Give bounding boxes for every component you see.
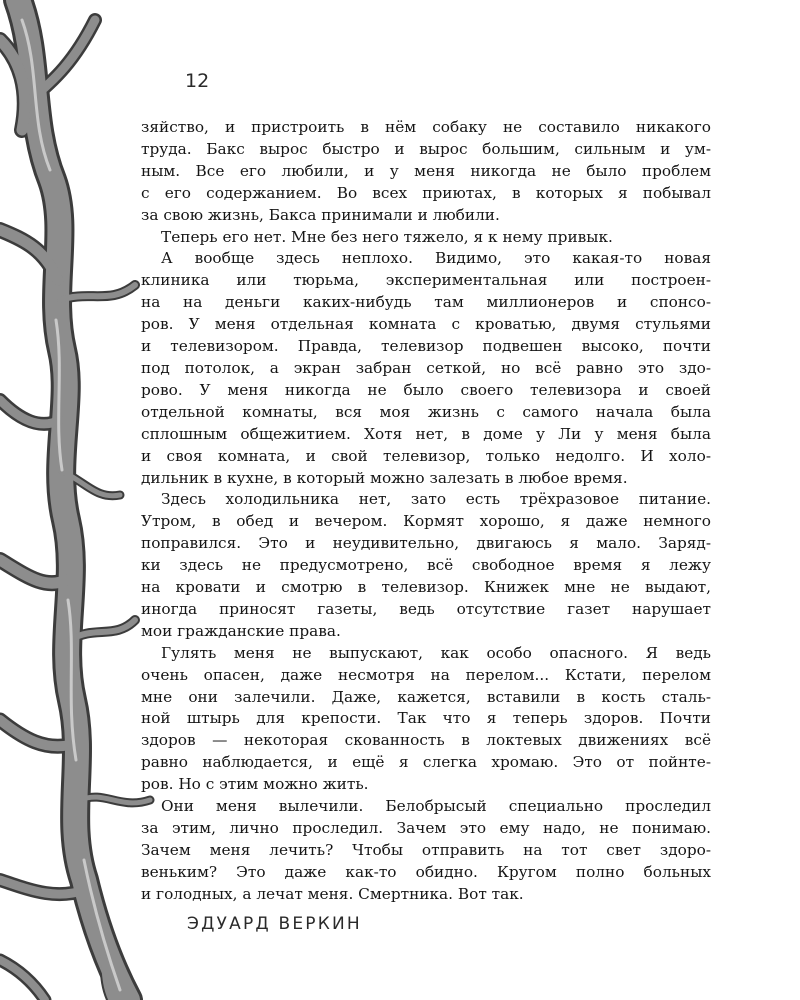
text-line: клиника или тюрьма, экспериментальная или построен- bbox=[141, 271, 711, 290]
text-line: мои гражданские права. bbox=[141, 621, 341, 640]
text-line: веньким? Это даже как-то обидно. Кругом полно больных bbox=[141, 862, 711, 881]
text-line: ной штырь для крепости. Так что я теперь здоров. Почти bbox=[141, 709, 711, 728]
text-line: и телевизором. Правда, телевизор подвешен высоко, почти bbox=[141, 337, 711, 356]
text-line: на кровати и смотрю в телевизор. Книжек мне не выдают, bbox=[141, 578, 711, 597]
text-line: мне они залечили. Даже, кажется, вставили в кость сталь- bbox=[141, 687, 711, 706]
text-line: Они меня вылечили. Белобрысый специально проследил bbox=[161, 797, 711, 816]
text-line: зяйство, и пристроить в нём собаку не составило никакого bbox=[141, 118, 711, 136]
text-line: за этим, лично проследил. Зачем это ему надо, не понимаю. bbox=[141, 819, 711, 837]
text-line: А вообще здесь неплохо. Видимо, это какая-то новая bbox=[161, 249, 711, 268]
text-line: Теперь его нет. Мне без него тяжело, я к нему привык. bbox=[161, 227, 613, 246]
text-line: ным. Все его любили, и у меня никогда не было проблем bbox=[141, 161, 711, 180]
text-line: Утром, в обед и вечером. Кормят хорошо, я даже немного bbox=[141, 512, 711, 531]
tree-branches-decoration bbox=[0, 0, 160, 1000]
running-footer-author: ЭДУАРД ВЕРКИН bbox=[187, 914, 362, 934]
text-line: ров. Но с этим можно жить. bbox=[141, 775, 369, 794]
text-line: на на деньги каких-нибудь там миллионеров и спонсо- bbox=[141, 293, 711, 312]
text-line: иногда приносят газеты, ведь отсутствие газет нарушает bbox=[141, 599, 711, 618]
text-line: отдельной комнаты, вся моя жизнь с самого начала была bbox=[141, 402, 711, 421]
text-line: с его содержанием. Во всех приютах, в которых я побывал bbox=[141, 183, 711, 202]
text-line: равно наблюдается, и ещё я слегка хромаю. Это от пойнте- bbox=[141, 753, 711, 772]
text-line: труда. Бакс вырос быстро и вырос большим, сильным и ум- bbox=[141, 139, 711, 158]
text-line: Гулять меня не выпускают, как особо опасного. Я ведь bbox=[161, 643, 711, 662]
text-line: рово. У меня никогда не было своего телевизора и своей bbox=[141, 380, 711, 399]
text-line: Здесь холодильника нет, зато есть трёхразовое питание. bbox=[161, 490, 711, 509]
text-line: ки здесь не предусмотрено, всё свободное время я лежу bbox=[141, 556, 711, 575]
text-line: и своя комната, и свой телевизор, только недолго. И холо- bbox=[141, 446, 711, 465]
text-line: под потолок, а экран забран сеткой, но всё равно это здо- bbox=[141, 358, 711, 377]
text-line: сплошным общежитием. Хотя нет, в доме у Ли у меня была bbox=[141, 424, 711, 443]
body-text bbox=[141, 117, 711, 906]
page-number: 12 bbox=[185, 70, 210, 92]
text-line: Зачем меня лечить? Чтобы отправить на тот свет здоро- bbox=[141, 840, 711, 859]
text-line: дильник в кухне, в который можно залезать в любое время. bbox=[141, 468, 628, 487]
text-line: поправился. Это и неудивительно, двигаюсь я мало. Заряд- bbox=[141, 534, 711, 553]
text-line: и голодных, а лечат меня. Смертника. Вот так. bbox=[141, 884, 524, 903]
text-line: очень опасен, даже несмотря на перелом... Кстати, перелом bbox=[141, 665, 711, 684]
text-line: за свою жизнь, Бакса принимали и любили. bbox=[141, 205, 500, 224]
text-line: здоров — некоторая скованность в локтевых движениях всё bbox=[141, 731, 711, 750]
text-line: ров. У меня отдельная комната с кроватью, двумя стульями bbox=[141, 315, 711, 334]
